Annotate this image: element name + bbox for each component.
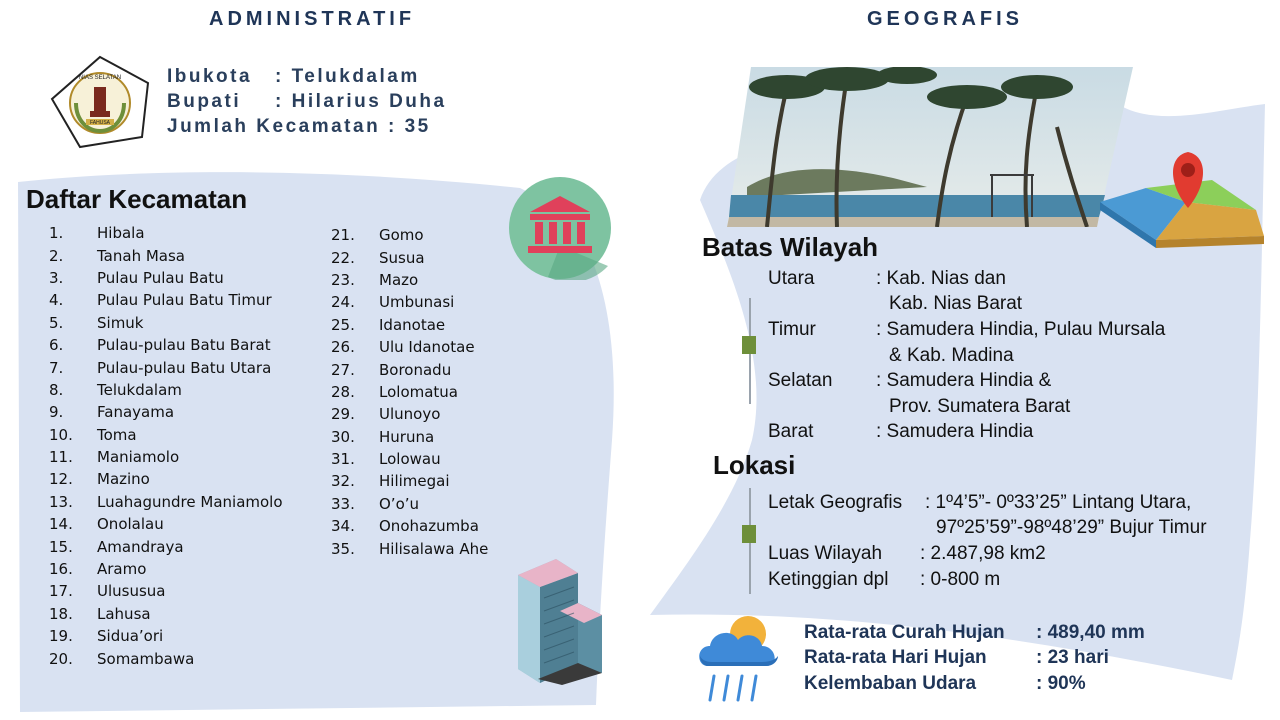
kecamatan-number: 2. <box>49 246 64 265</box>
kecamatan-item <box>49 379 283 401</box>
kecamatan-list-col2 <box>331 224 488 560</box>
kecamatan-number: 11. <box>49 448 73 467</box>
kecamatan-number: 7. <box>49 358 64 377</box>
hari-value: : 23 hari <box>1036 647 1109 668</box>
kecamatan-number: 34. <box>331 517 355 536</box>
kecamatan-item <box>331 224 488 246</box>
kecamatan-name: Onolalau <box>97 515 164 534</box>
kecamatan-name: Sidua’ori <box>97 627 164 646</box>
kecamatan-name: Simuk <box>97 313 144 332</box>
kecamatan-number: 4. <box>49 291 64 310</box>
kecamatan-name: Pulau Pulau Batu <box>97 268 224 287</box>
kecamatan-number: 33. <box>331 494 355 513</box>
bupati-label: Bupati <box>167 91 242 112</box>
kecamatan-number: 13. <box>49 492 73 511</box>
kecamatan-number: 31. <box>331 450 355 469</box>
kecamatan-number: 24. <box>331 293 355 312</box>
kecamatan-item <box>49 446 283 468</box>
lembab-value: : 90% <box>1036 673 1086 694</box>
utara-value-1: : Kab. Nias dan <box>876 268 1006 289</box>
ibukota-row: Ibukota : Telukdalam <box>167 66 420 87</box>
kecamatan-number: 16. <box>49 560 73 579</box>
kecamatan-number: 15. <box>49 537 73 556</box>
kecamatan-number: 20. <box>49 649 73 668</box>
bupati-value: Hilarius Duha <box>291 91 447 112</box>
kecamatan-name: Lahusa <box>97 604 151 623</box>
tinggi-value: : 0-800 m <box>920 569 1001 590</box>
lembab-label: Kelembaban Udara <box>804 673 977 694</box>
kecamatan-name: Tanah Masa <box>97 246 185 265</box>
kecamatan-number: 1. <box>49 224 64 243</box>
kecamatan-number: 25. <box>331 315 355 334</box>
kecamatan-name: Ulususua <box>97 582 166 601</box>
kecamatan-item <box>49 289 283 311</box>
kelembaban-row <box>804 673 1086 695</box>
kecamatan-list-col1 <box>49 222 283 670</box>
letak-label: Letak Geografis <box>768 492 903 513</box>
luas-label: Luas Wilayah <box>768 543 883 564</box>
kecamatan-item <box>331 269 488 291</box>
kecamatan-number: 10. <box>49 425 73 444</box>
barat-value-1: : Samudera Hindia <box>876 421 1034 442</box>
timur-value-2: & Kab. Madina <box>889 345 1014 366</box>
curah-label: Rata-rata Curah Hujan <box>804 622 1005 643</box>
kecamatan-number: 29. <box>331 405 355 424</box>
kecamatan-name: Toma <box>97 425 137 444</box>
kecamatan-name: Aramo <box>97 560 147 579</box>
utara-value-2: Kab. Nias Barat <box>889 293 1023 314</box>
kecamatan-name: Pulau Pulau Batu Timur <box>97 291 272 310</box>
kecamatan-number: 17. <box>49 582 73 601</box>
kecamatan-item <box>49 222 283 244</box>
timur-label: Timur <box>768 319 816 340</box>
kecamatan-item <box>331 381 488 403</box>
kecamatan-row: Jumlah Kecamatan : 35 <box>167 116 431 137</box>
kecamatan-item <box>331 515 488 537</box>
selatan-label: Selatan <box>768 370 833 391</box>
kecamatan-name: O’o’u <box>379 494 420 513</box>
kecamatan-number: 19. <box>49 627 73 646</box>
hari-label: Rata-rata Hari Hujan <box>804 647 987 668</box>
luas-value: : 2.487,98 km2 <box>920 543 1046 564</box>
kecamatan-number: 21. <box>331 226 355 245</box>
kecamatan-name: Boronadu <box>379 360 452 379</box>
kecamatan-number: 18. <box>49 604 73 623</box>
kecamatan-item <box>49 312 283 334</box>
kecamatan-number: 27. <box>331 360 355 379</box>
office-tower-icon <box>512 553 604 685</box>
kecamatan-name: Onohazumba <box>379 517 479 536</box>
kecamatan-item <box>49 356 283 378</box>
kecamatan-number: 6. <box>49 336 64 355</box>
utara-label: Utara <box>768 268 815 289</box>
kecamatan-label: Jumlah Kecamatan <box>167 116 381 137</box>
hari-hujan-row <box>804 647 1109 669</box>
kecamatan-name: Umbunasi <box>379 293 455 312</box>
regency-seal-icon <box>50 55 150 150</box>
map-pin-icon <box>1096 150 1266 250</box>
kecamatan-item <box>49 558 283 580</box>
geografis-heading: GEOGRAFIS <box>867 8 1024 30</box>
lokasi-marker <box>742 525 756 543</box>
kecamatan-name: Pulau-pulau Batu Barat <box>97 336 271 355</box>
kecamatan-item <box>49 468 283 490</box>
kecamatan-item <box>331 426 488 448</box>
letak-value-1: : 1º4’5”- 0º33’25” Lintang Utara, <box>925 492 1192 513</box>
kecamatan-name: Mazo <box>379 270 419 289</box>
kecamatan-item <box>331 403 488 425</box>
kecamatan-name: Ulunoyo <box>379 405 441 424</box>
kecamatan-name: Mazino <box>97 470 150 489</box>
kecamatan-name: Ulu Idanotae <box>379 338 475 357</box>
kecamatan-item <box>331 537 488 559</box>
kecamatan-number: 28. <box>331 382 355 401</box>
kecamatan-item <box>331 448 488 470</box>
kecamatan-name: Hibala <box>97 224 145 243</box>
kecamatan-number: 23. <box>331 270 355 289</box>
ibukota-value: Telukdalam <box>291 66 420 87</box>
kecamatan-name: Amandraya <box>97 537 184 556</box>
kecamatan-name: Lolomatua <box>379 382 458 401</box>
kecamatan-name: Telukdalam <box>97 380 182 399</box>
kecamatan-item <box>49 513 283 535</box>
batas-marker <box>742 336 756 354</box>
kecamatan-item <box>49 424 283 446</box>
kecamatan-item <box>49 267 283 289</box>
letak-value-2: 97º25’59”-98º48’29” Bujur Timur <box>936 517 1207 538</box>
kecamatan-name: Gomo <box>379 226 424 245</box>
kecamatan-number: 8. <box>49 380 64 399</box>
ibukota-label: Ibukota <box>167 66 253 87</box>
kecamatan-name: Fanayama <box>97 403 175 422</box>
admin-info <box>167 64 447 139</box>
kecamatan-item <box>49 244 283 266</box>
administratif-heading: ADMINISTRATIF <box>209 8 416 30</box>
kecamatan-name: Hilisalawa Ahe <box>379 539 489 558</box>
government-building-icon <box>508 176 612 280</box>
kecamatan-item <box>49 603 283 625</box>
kecamatan-item <box>49 334 283 356</box>
tinggi-label: Ketinggian dpl <box>768 569 889 590</box>
kecamatan-item <box>49 647 283 669</box>
kecamatan-number: 32. <box>331 472 355 491</box>
batas-wilayah-title: Batas Wilayah <box>702 232 879 262</box>
kecamatan-name: Huruna <box>379 427 435 446</box>
kecamatan-name: Hilimegai <box>379 472 450 491</box>
kecamatan-number: 26. <box>331 338 355 357</box>
kecamatan-number: 3. <box>49 268 64 287</box>
kecamatan-name: Idanotae <box>379 315 446 334</box>
kecamatan-number: 12. <box>49 470 73 489</box>
kecamatan-item <box>331 291 488 313</box>
kecamatan-item <box>49 491 283 513</box>
kecamatan-item <box>331 358 488 380</box>
kecamatan-item <box>331 336 488 358</box>
kecamatan-name: Lolowau <box>379 450 441 469</box>
kecamatan-number: 9. <box>49 403 64 422</box>
lokasi-title: Lokasi <box>713 450 796 480</box>
kecamatan-item <box>49 625 283 647</box>
barat-label: Barat <box>768 421 814 442</box>
curah-hujan-row <box>804 622 1145 644</box>
kecamatan-item <box>331 246 488 268</box>
bupati-row: Bupati : Hilarius Duha <box>167 91 447 112</box>
beach-photo <box>727 67 1147 227</box>
curah-value: : 489,40 mm <box>1036 622 1145 643</box>
selatan-value-2: Prov. Sumatera Barat <box>889 396 1071 417</box>
daftar-kecamatan-title: Daftar Kecamatan <box>26 184 248 214</box>
kecamatan-name: Luahagundre Maniamolo <box>97 492 283 511</box>
kecamatan-name: Maniamolo <box>97 448 180 467</box>
seal-bottom-text: FAHUSA <box>89 120 111 126</box>
rain-cloud-sun-icon <box>694 612 784 706</box>
kecamatan-item <box>331 470 488 492</box>
kecamatan-item <box>331 314 488 336</box>
seal-top-text: NIAS SELATAN <box>78 75 122 81</box>
selatan-value-1: : Samudera Hindia & <box>876 370 1052 391</box>
kecamatan-value: 35 <box>404 116 431 137</box>
kecamatan-number: 22. <box>331 248 355 267</box>
kecamatan-number: 30. <box>331 427 355 446</box>
timur-value-1: : Samudera Hindia, Pulau Mursala <box>876 319 1166 340</box>
kecamatan-item <box>331 493 488 515</box>
kecamatan-item <box>49 535 283 557</box>
kecamatan-name: Pulau-pulau Batu Utara <box>97 358 272 377</box>
kecamatan-name: Susua <box>379 248 425 267</box>
kecamatan-number: 5. <box>49 313 64 332</box>
kecamatan-name: Somambawa <box>97 649 195 668</box>
kecamatan-item <box>49 401 283 423</box>
kecamatan-number: 35. <box>331 539 355 558</box>
kecamatan-number: 14. <box>49 515 73 534</box>
kecamatan-item <box>49 580 283 602</box>
